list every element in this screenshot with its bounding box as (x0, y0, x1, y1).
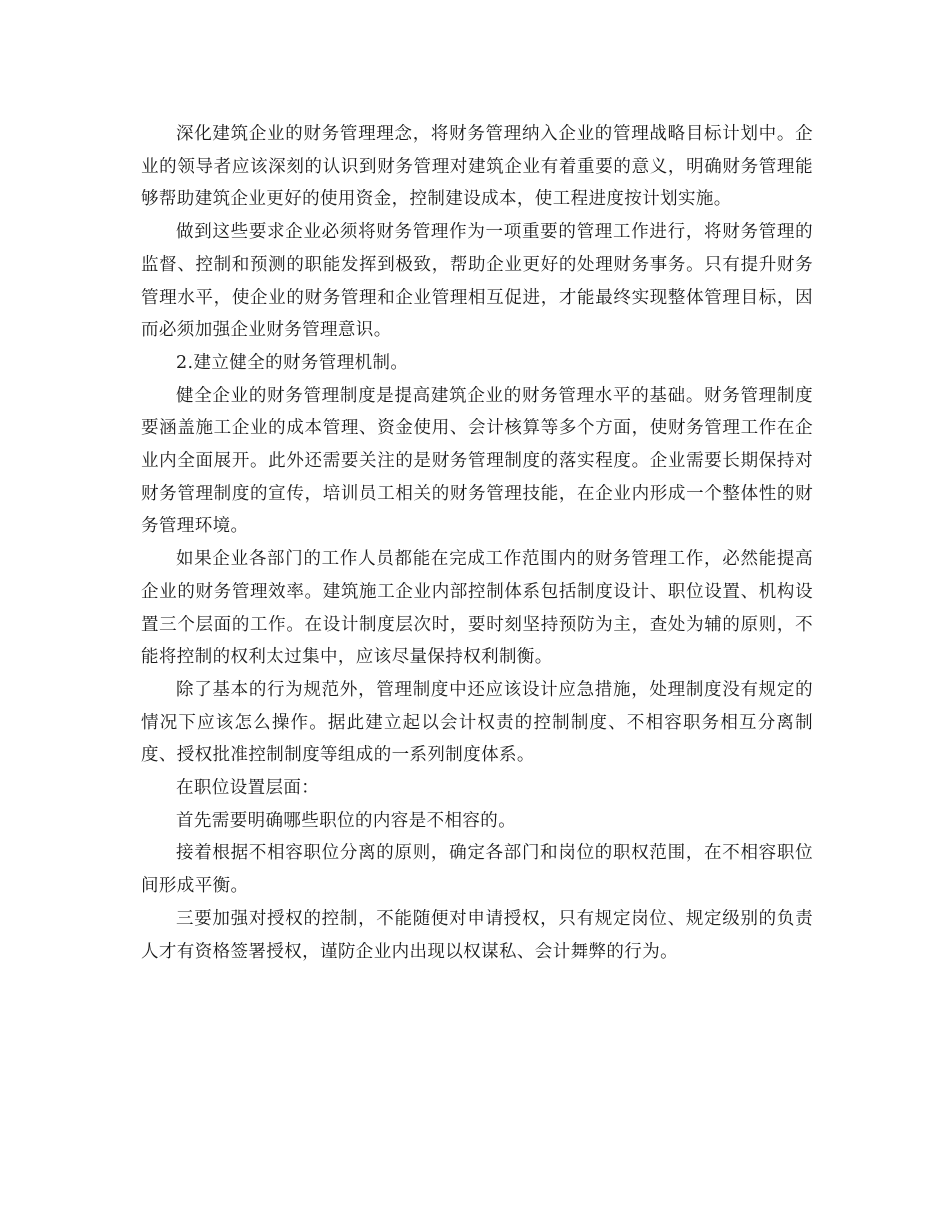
paragraph-second-step: 接着根据不相容职位分离的原则，确定各部门和岗位的职权范围，在不相容职位间形成平衡。 (141, 843, 813, 897)
paragraph-third-step: 三要加强对授权的控制，不能随便对申请授权，只有规定岗位、规定级别的负责人才有资格签署授权，谨防企业内出现以权谋私、会计舞弊的行为。 (141, 908, 813, 962)
section-heading-mechanism: 2.建立健全的财务管理机制。 (176, 352, 409, 373)
paragraph-efficiency: 如果企业各部门的工作人员都能在完成工作范围内的财务管理工作，必然能提高企业的财务管理效率。建筑施工企业内部控制体系包括制度设计、职位设置、机构设置三个层面的工作。在设计制度层次时，要时刻坚持预防为主，查处为辅的原则，不能将控制的权利太过集中，应该尽量保持权利制衡。 (141, 549, 813, 668)
paragraph-management-system: 健全企业的财务管理制度是提高建筑企业的财务管理水平的基础。财务管理制度要涵盖施工企业的成本管理、资金使用、会计核算等多个方面，使财务管理工作在企业内全面展开。此外还需要关注的是财务管理制度的落实程度。企业需要长期保持对财务管理制度的宣传，培训员工相关的财务管理技能，在企业内形成一个整体性的财务管理环境。 (141, 385, 813, 537)
paragraph-emergency-measures: 除了基本的行为规范外，管理制度中还应该设计应急措施，处理制度没有规定的情况下应该怎么操作。据此建立起以会计权责的控制制度、不相容职务相互分离制度、授权批准控制制度等组成的一系列制度体系。 (141, 679, 813, 766)
paragraph-first-step: 首先需要明确哪些职位的内容是不相容的。 (176, 810, 517, 831)
paragraph-position-setting: 在职位设置层面： (176, 778, 320, 799)
paragraph-management-requirements: 做到这些要求企业必须将财务管理作为一项重要的管理工作进行，将财务管理的监督、控制和预测的职能发挥到极致，帮助企业更好的处理财务事务。只有提升财务管理水平，使企业的财务管理和企业管理相互促进，才能最终实现整体管理目标，因而必须加强企业财务管理意识。 (141, 222, 813, 341)
document-body (141, 118, 813, 968)
paragraph-financial-concept: 深化建筑企业的财务管理理念，将财务管理纳入企业的管理战略目标计划中。企业的领导者应该深刻的认识到财务管理对建筑企业有着重要的意义，明确财务管理能够帮助建筑企业更好的使用资金，控制建设成本，使工程进度按计划实施。 (141, 124, 813, 210)
